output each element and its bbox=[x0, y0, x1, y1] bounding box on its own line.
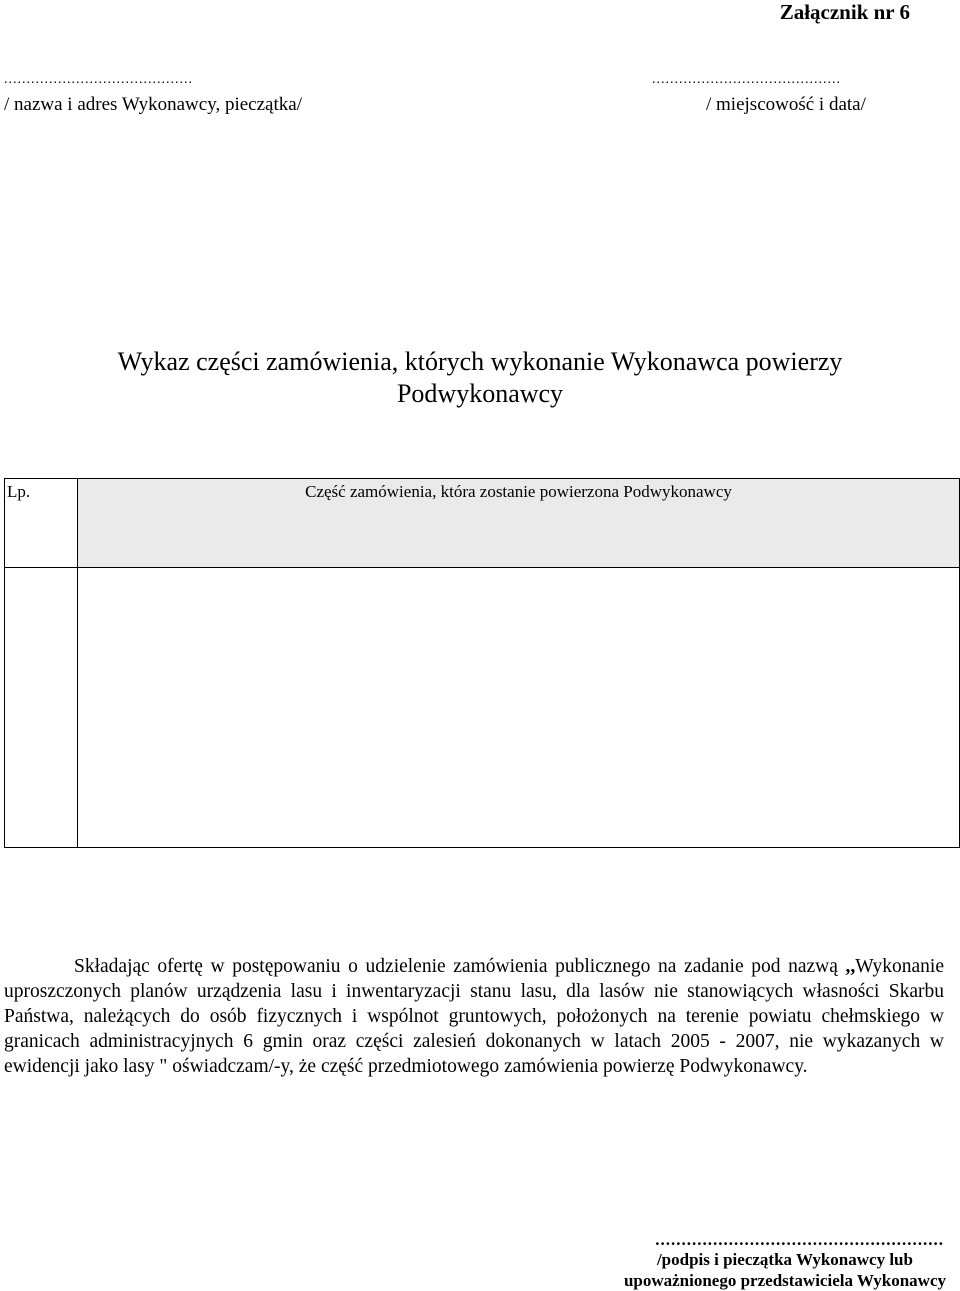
title-line-1: Wykaz części zamówienia, których wykonanie Wykonawca powierzy bbox=[117, 347, 843, 376]
declaration-quote-open: ,, bbox=[845, 956, 856, 977]
signature-line-1: /podpis i pieczątka Wykonawcy lub bbox=[656, 1250, 913, 1269]
header-part-cell bbox=[78, 479, 960, 568]
place-date-label: / miejscowość i data/ bbox=[706, 94, 866, 115]
header-lp: Lp. bbox=[7, 482, 31, 501]
signature-line-2: upoważnionego przedstawiciela Wykonawcy bbox=[623, 1271, 946, 1290]
header-lp-cell bbox=[5, 479, 78, 568]
title-line-2: Podwykonawcy bbox=[396, 379, 564, 408]
attachment-number: Załącznik nr 6 bbox=[779, 0, 910, 24]
place-date-dots: .......................................... bbox=[652, 72, 841, 87]
subcontract-table bbox=[4, 478, 960, 848]
row-lp-cell[interactable] bbox=[5, 568, 78, 848]
row-part-cell[interactable] bbox=[78, 568, 960, 848]
contractor-name-dots: .......................................... bbox=[4, 72, 193, 87]
table-header-row bbox=[5, 479, 960, 568]
declaration-paragraph bbox=[4, 954, 944, 1079]
declaration-body: Wykonanie uproszczonych planów urządzenia lasu i inwentaryzacji stanu lasu, dla lasów nie stanowiących własności Skarbu Państwa, należących do osób fizycznych i wspólnot gruntowych, położonych na terenie powiatu chełmskiego w granicach administracyjnych 6 gmin oraz części zalesień dokonanych w latach 2005 - 2007, nie wykazanych w ewidencji jako lasy " oświadczam/-y, że część przedmiotowego zamówienia powierzę Podwykonawcy. bbox=[4, 956, 944, 1077]
signature-dots: ....................................................... bbox=[655, 1230, 944, 1249]
document-title bbox=[0, 346, 960, 410]
table-row bbox=[5, 568, 960, 848]
contractor-name-label: / nazwa i adres Wykonawcy, pieczątka/ bbox=[4, 94, 302, 115]
header-part: Część zamówienia, która zostanie powierzona Podwykonawcy bbox=[305, 482, 732, 501]
signature-block bbox=[624, 1249, 946, 1291]
declaration-intro: Składając ofertę w postępowaniu o udzielenie zamówienia publicznego na zadanie pod nazwą bbox=[74, 956, 846, 977]
